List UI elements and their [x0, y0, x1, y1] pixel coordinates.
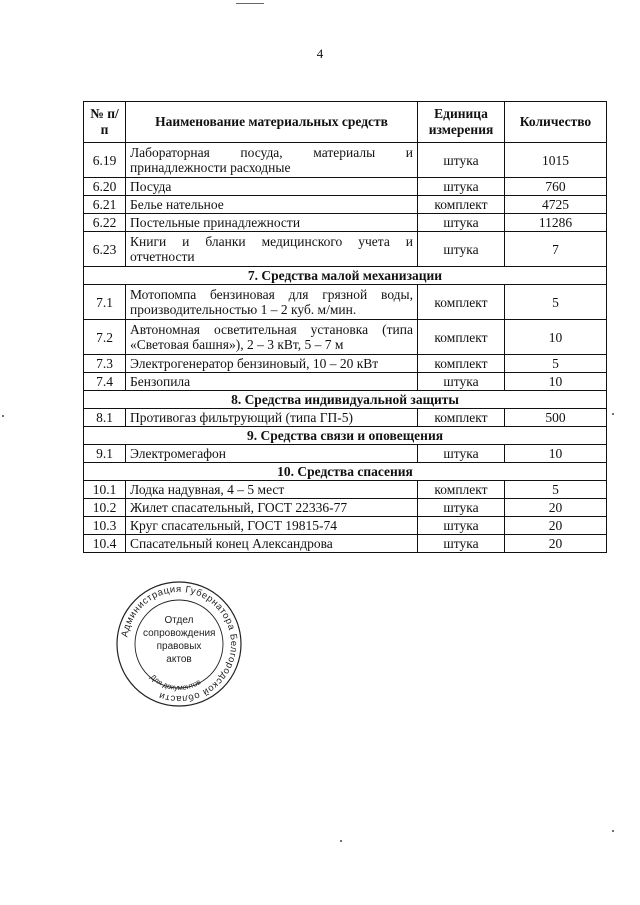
- materials-table: [83, 101, 607, 553]
- table-header-row: [84, 102, 607, 143]
- cell-qty: 10: [505, 320, 607, 355]
- svg-text:Для документов: [148, 672, 202, 692]
- section-row: [84, 391, 607, 409]
- header-name: Наименование материальных средств: [126, 102, 418, 143]
- section-row: [84, 463, 607, 481]
- cell-name: Книги и бланки медицинского учета и отчетности: [126, 232, 418, 267]
- cell-name: Посуда: [126, 178, 418, 196]
- table-row: [84, 232, 607, 267]
- cell-qty: 11286: [505, 214, 607, 232]
- scan-speck: [612, 830, 614, 832]
- cell-num: 7.2: [84, 320, 126, 355]
- cell-num: 10.1: [84, 481, 126, 499]
- section-title: 8. Средства индивидуальной защиты: [84, 391, 607, 409]
- stamp-bottom-text: Для документов: [148, 672, 203, 693]
- cell-qty: 5: [505, 481, 607, 499]
- cell-unit: комплект: [418, 481, 505, 499]
- cell-unit: штука: [418, 445, 505, 463]
- cell-name: Белье нательное: [126, 196, 418, 214]
- cell-name: Жилет спасательный, ГОСТ 22336-77: [126, 499, 418, 517]
- cell-qty: 5: [505, 355, 607, 373]
- cell-unit: штука: [418, 214, 505, 232]
- cell-num: 7.1: [84, 285, 126, 320]
- cell-unit: штука: [418, 373, 505, 391]
- cell-name: Противогаз фильтрующий (типа ГП-5): [126, 409, 418, 427]
- cell-unit: комплект: [418, 409, 505, 427]
- cell-num: 6.22: [84, 214, 126, 232]
- scan-speck: [612, 413, 614, 415]
- table-row: [84, 320, 607, 355]
- cell-unit: штука: [418, 535, 505, 553]
- cell-qty: 500: [505, 409, 607, 427]
- cell-unit: комплект: [418, 285, 505, 320]
- cell-num: 9.1: [84, 445, 126, 463]
- table-row: [84, 373, 607, 391]
- cell-unit: штука: [418, 178, 505, 196]
- header-num: № п/п: [84, 102, 126, 143]
- stamp-line: Отдел: [164, 615, 194, 626]
- cell-name: Автономная осветительная установка (типа «Световая башня»), 2 – 3 кВт, 5 – 7 м: [126, 320, 418, 355]
- cell-num: 6.20: [84, 178, 126, 196]
- cell-unit: штука: [418, 499, 505, 517]
- cell-num: 6.21: [84, 196, 126, 214]
- cell-name: Бензопила: [126, 373, 418, 391]
- header-unit: Единица измерения: [418, 102, 505, 143]
- cell-name: Лабораторная посуда, материалы и принадлежности расходные: [126, 143, 418, 178]
- cell-name: Мотопомпа бензиновая для грязной воды, производительностью 1 – 2 куб. м/мин.: [126, 285, 418, 320]
- scan-speck: [340, 840, 342, 842]
- page-number: 4: [316, 46, 324, 61]
- table-row: [84, 285, 607, 320]
- scan-speck: [2, 415, 4, 417]
- header-qty: Количество: [505, 102, 607, 143]
- table-row: [84, 517, 607, 535]
- cell-qty: 20: [505, 499, 607, 517]
- cell-qty: 1015: [505, 143, 607, 178]
- scan-edge-line: [236, 3, 264, 4]
- cell-name: Постельные принадлежности: [126, 214, 418, 232]
- table-row: [84, 535, 607, 553]
- cell-name: Круг спасательный, ГОСТ 19815-74: [126, 517, 418, 535]
- table-row: [84, 143, 607, 178]
- cell-qty: 20: [505, 535, 607, 553]
- cell-name: Лодка надувная, 4 – 5 мест: [126, 481, 418, 499]
- stamp-center-text: [143, 614, 215, 666]
- table-row: [84, 214, 607, 232]
- table-body: [84, 143, 607, 553]
- cell-num: 10.3: [84, 517, 126, 535]
- cell-unit: штука: [418, 232, 505, 267]
- section-title: 9. Средства связи и оповещения: [84, 427, 607, 445]
- cell-num: 7.3: [84, 355, 126, 373]
- cell-qty: 760: [505, 178, 607, 196]
- table-row: [84, 196, 607, 214]
- table-row: [84, 355, 607, 373]
- cell-num: 7.4: [84, 373, 126, 391]
- cell-num: 6.23: [84, 232, 126, 267]
- stamp-line: правовых: [156, 641, 202, 652]
- cell-qty: 5: [505, 285, 607, 320]
- table-row: [84, 481, 607, 499]
- section-row: [84, 427, 607, 445]
- table-row: [84, 178, 607, 196]
- cell-qty: 10: [505, 373, 607, 391]
- cell-unit: комплект: [418, 355, 505, 373]
- cell-num: 10.2: [84, 499, 126, 517]
- cell-name: Электрогенератор бензиновый, 10 – 20 кВт: [126, 355, 418, 373]
- stamp-line: актов: [166, 654, 192, 665]
- cell-qty: 20: [505, 517, 607, 535]
- cell-unit: штука: [418, 143, 505, 178]
- section-title: 10. Средства спасения: [84, 463, 607, 481]
- table-row: [84, 445, 607, 463]
- cell-num: 10.4: [84, 535, 126, 553]
- office-stamp: [115, 580, 243, 708]
- cell-name: Спасательный конец Александрова: [126, 535, 418, 553]
- cell-unit: комплект: [418, 320, 505, 355]
- stamp-line: сопровождения: [143, 628, 216, 639]
- cell-unit: штука: [418, 517, 505, 535]
- cell-unit: комплект: [418, 196, 505, 214]
- table-row: [84, 409, 607, 427]
- cell-num: 6.19: [84, 143, 126, 178]
- stamp-outer-text: Администрация Губернатора Белгородской области: [119, 583, 240, 705]
- cell-qty: 10: [505, 445, 607, 463]
- cell-qty: 7: [505, 232, 607, 267]
- cell-qty: 4725: [505, 196, 607, 214]
- section-row: [84, 267, 607, 285]
- table-row: [84, 499, 607, 517]
- cell-name: Электромегафон: [126, 445, 418, 463]
- section-title: 7. Средства малой механизации: [84, 267, 607, 285]
- cell-num: 8.1: [84, 409, 126, 427]
